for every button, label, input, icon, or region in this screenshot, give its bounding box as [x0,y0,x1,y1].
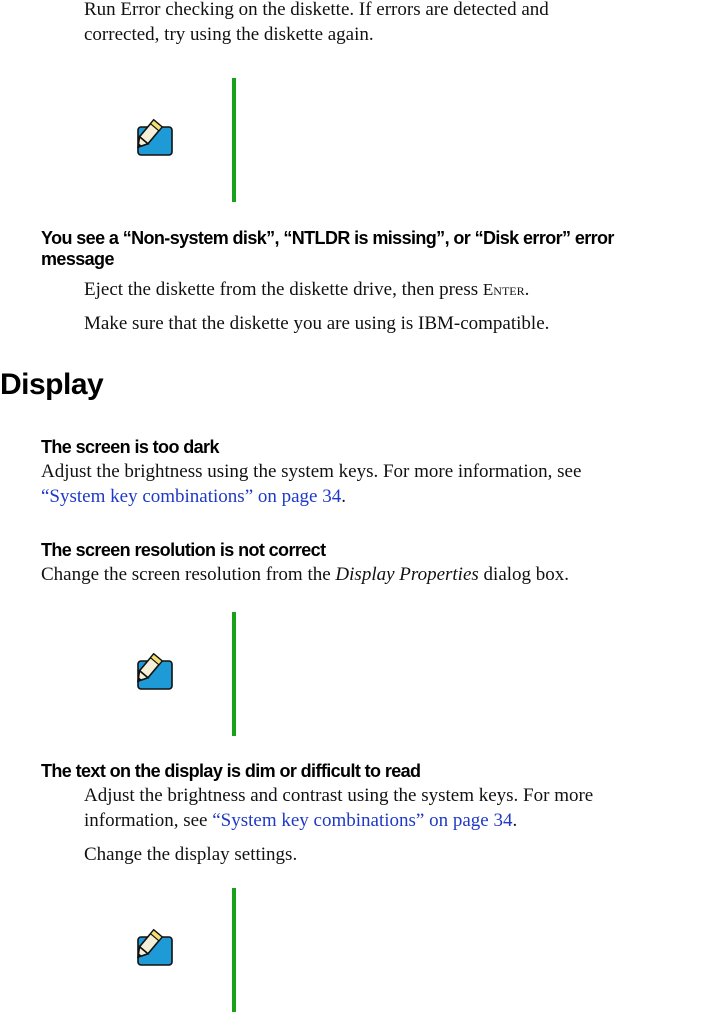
nonsystem-heading-line1: You see a “Non-system disk”, “NTLDR is missing”, or “Disk error” error [41,228,614,248]
dim-suffix: . [512,810,518,831]
dark-paragraph [41,459,581,509]
display-properties-label: Display Properties [335,564,479,585]
nonsystem-step1-suffix: . [524,279,530,300]
note-bar-1 [232,78,236,202]
nonsystem-heading-line2: message [41,249,114,269]
dim-paragraph [84,783,593,833]
system-key-combinations-link[interactable]: “System key combinations” on page 34 [41,486,342,507]
resolution-paragraph [41,562,569,587]
pencil-note-icon [128,652,174,690]
top-paragraph-line1: Run Error checking on the diskette. If errors are detected and [84,0,549,20]
nonsystem-step2: Make sure that the diskette you are using is IBM-compatible. [84,313,550,334]
nonsystem-heading [41,228,706,270]
dim-line2-prefix: information, see [84,810,213,831]
top-paragraph [84,0,549,47]
top-paragraph-line2: corrected, try using the diskette again. [84,24,374,45]
enter-key-label: Enter [482,280,525,299]
resolution-suffix: dialog box. [478,564,570,585]
dark-suffix: . [341,486,346,507]
resolution-heading: The screen resolution is not correct [41,540,326,560]
nonsystem-step1 [84,277,529,302]
note-bar-3 [232,888,236,1012]
nonsystem-step1-text: Eject the diskette from the diskette drive, then press [84,279,483,300]
dark-line1: Adjust the brightness using the system keys. For more information, see [41,461,582,482]
system-key-combinations-link[interactable]: “System key combinations” on page 34 [212,810,513,831]
section-title-display: Display [0,368,104,401]
dim-line1: Adjust the brightness and contrast using the system keys. For more [84,785,594,806]
pencil-note-icon [128,928,174,966]
resolution-prefix: Change the screen resolution from the [41,564,336,585]
note-bar-2 [232,612,236,736]
dim-heading: The text on the display is dim or difficult to read [41,761,421,781]
pencil-note-icon [128,118,174,156]
dim-step2: Change the display settings. [84,844,298,865]
dark-heading: The screen is too dark [41,437,219,457]
